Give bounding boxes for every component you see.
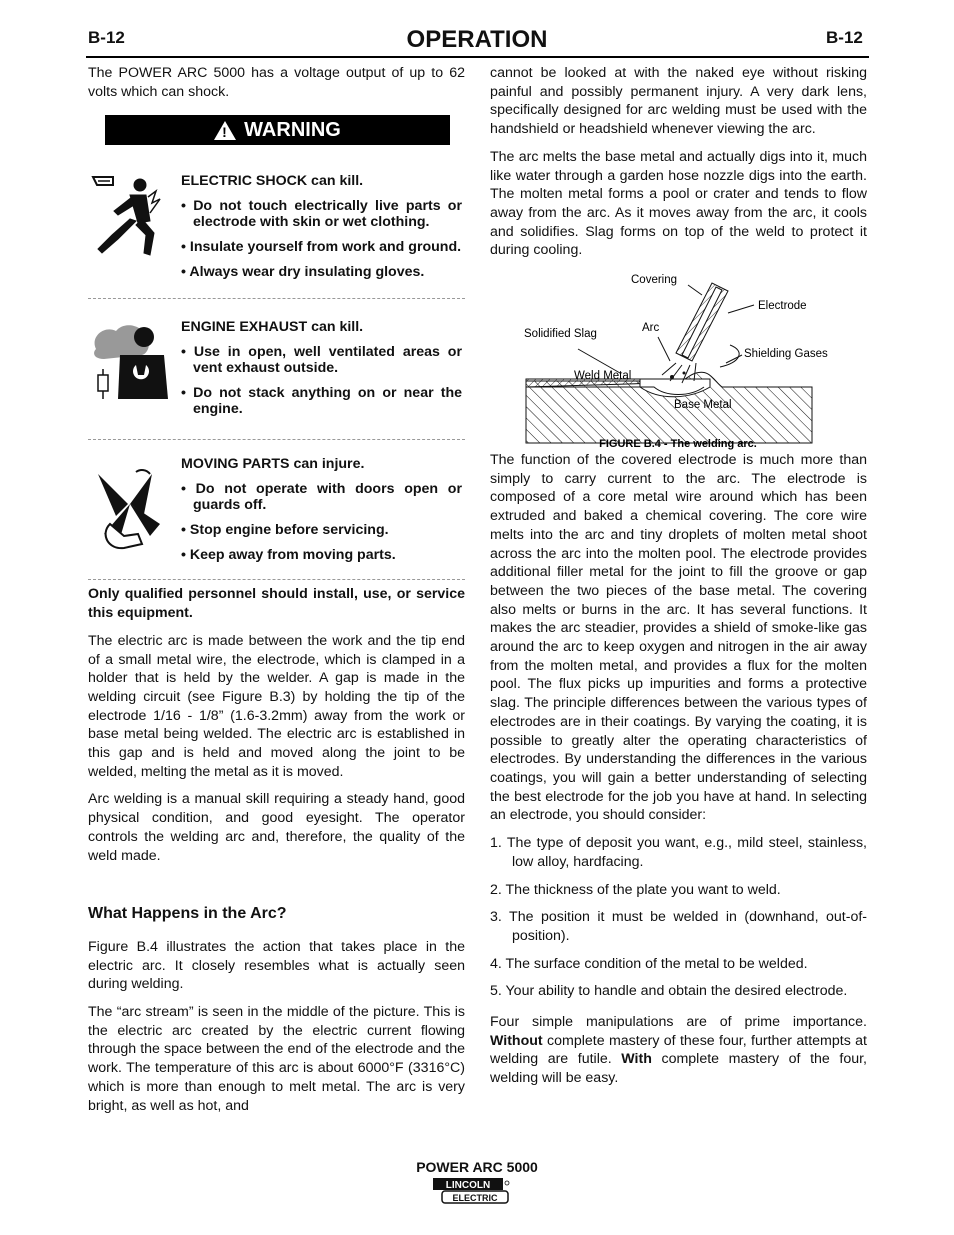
body-paragraph: Arc welding is a manual skill requiring a steady hand, good physical condition, and good eyesight. The operator controls the welding arc and, therefore, the quality of the weld made. [88, 791, 465, 864]
shielding-gases-label: Shielding Gases [744, 348, 828, 361]
body-paragraph: cannot be looked at with the naked eye without risking painful and possibly permanent injury. A very dark lens, specifically designed for arc welding must be used with the handshield or headshield whenever viewing the arc. [490, 65, 867, 138]
engine-exhaust-icon [90, 319, 176, 409]
body-paragraph: Figure B.4 illustrates the action that takes place in the electric arc. It closely resembles what is actually seen during welding. [88, 938, 465, 993]
body-paragraph: The function of the covered electrode is much more than simply to carry current to the arc. The electrode is composed of a core metal wire around which has been extruded and baked a chemical covering. The core wire melts into the arc and tiny droplets of molten metal shoot across the arc into the molten pool. The electrode provides additional filler metal for the joint to fill the groove or gap between the two pieces of the base metal. The covering also melts or burns in the arc. It has several functions. It makes the arc steadier, provides a shield of smoke-like gas around the arc to keep oxygen and nitrogen in the air away from the molten metal, and provides a flux for the molten pool. The flux picks up impurities and forms a protective slag. The principle differences between the various types of electrodes are in their coatings. By varying the coating, it is possible to greatly alter the operating characteristics of electrodes. By understanding the differences in the various coatings, you will gain a better understanding of selecting the best electrode for the job you have at hand. In selecting an electrode, you should consider: [490, 452, 867, 824]
closing-bold-without: Without [490, 1032, 543, 1049]
hazard-item: • Do not stack anything on or near the engine. [181, 385, 462, 418]
hazard-item: • Do not operate with doors open or guards off. [181, 481, 462, 514]
moving-parts-text [181, 456, 462, 572]
list-item: 4. The surface condition of the metal to be welded. [490, 955, 808, 972]
body-paragraph: The electric arc is made between the work and the tip end of a small metal wire, the electrode, which is clamped in a holder that is held by the welder. A gap is made in the welding circuit (see Figure B.3) by holding the tip of the electrode 1/16 - 1/8” (1.6-3.2mm) away from the work or base metal being welded. The electric arc is established in this gap and is held and moved along the joint to be welded, melting the metal as it is moved. [88, 632, 465, 780]
engine-exhaust-text [181, 319, 462, 426]
hazard-item: • Do not touch electrically live parts or electrode with skin or wet clothing. [181, 198, 462, 231]
svg-text:ELECTRIC: ELECTRIC [452, 1193, 498, 1203]
moving-parts-icon [90, 464, 176, 554]
electrode-label: Electrode [758, 300, 807, 313]
hazard-title: ENGINE EXHAUST can kill. [181, 319, 364, 336]
qualified-personnel-note: Only qualified personnel should install, use, or service this equipment. [88, 586, 465, 622]
electric-shock-icon [90, 173, 176, 263]
intro-paragraph: The POWER ARC 5000 has a voltage output of up to 62 volts which can shock. [88, 65, 465, 100]
section-heading: What Happens in the Arc? [88, 905, 287, 923]
warning-label: WARNING [244, 119, 341, 142]
left-column [88, 64, 465, 1124]
figure-caption: FIGURE B.4 - The welding arc. [599, 438, 757, 451]
welding-arc-diagram [490, 269, 867, 451]
warning-banner [105, 115, 450, 145]
list-item: 1. The type of deposit you want, e.g., mild steel, stainless, low alloy, hardfacing. [490, 835, 867, 870]
svg-text:LINCOLN: LINCOLN [445, 1180, 491, 1191]
header-rule [86, 56, 869, 58]
page-code-right: B-12 [826, 28, 863, 47]
footer-model-name: POWER ARC 5000 [416, 1159, 538, 1175]
hazard-electric-shock [88, 145, 465, 299]
page-code-left: B-12 [88, 28, 125, 47]
closing-text: complete mastery of the four, welding will be easy. [490, 1051, 867, 1087]
closing-paragraph [490, 1013, 867, 1088]
hazard-item: • Always wear dry insulating gloves. [181, 264, 425, 281]
considerations-list [490, 834, 867, 1001]
body-paragraph: The “arc stream” is seen in the middle of the picture. This is the electric arc created by the electric current flowing through the space between the end of the electrode and the work. The temperature of this arc is about 6000°F (3316°C) which is more than enough to melt metal. The arc is very bright, as well as hot, and [88, 1004, 465, 1114]
hazard-item: • Stop engine before servicing. [181, 522, 389, 539]
closing-bold-with: With [621, 1051, 652, 1068]
weld-metal-label: Weld Metal [574, 370, 632, 383]
right-column [490, 64, 867, 1097]
electric-shock-text [181, 173, 462, 289]
hazard-item: • Keep away from moving parts. [181, 547, 396, 564]
solidified-slag-label: Solidified Slag [524, 328, 597, 341]
base-metal-label: Base Metal [674, 399, 732, 412]
list-item: 3. The position it must be welded in (downhand, out-of-position). [490, 909, 867, 944]
closing-text: complete mastery of these four, further attempts at welding are futile. [490, 1032, 867, 1068]
closing-text: Four simple manipulations are of prime importance. [490, 1014, 867, 1031]
hazard-moving-parts [88, 440, 465, 580]
hazard-engine-exhaust [88, 299, 465, 440]
lincoln-electric-logo [432, 1177, 512, 1205]
list-item: 2. The thickness of the plate you want to weld. [490, 881, 781, 898]
hazard-item: • Use in open, well ventilated areas or vent exhaust outside. [181, 344, 462, 377]
body-paragraph: The arc melts the base metal and actually digs into it, much like water through a garden hose nozzle digs into the earth. The molten metal forms a pool or crater and tends to flow away from the arc. As it moves away from the arc, it cools and solidifies. Slag forms on top of the weld to protect it during cooling. [490, 148, 867, 259]
warning-triangle-icon [214, 121, 236, 140]
hazard-item: • Insulate yourself from work and ground. [181, 239, 462, 256]
list-item: 5. Your ability to handle and obtain the desired electrode. [490, 983, 848, 1000]
covering-label: Covering [631, 274, 678, 287]
hazard-title: MOVING PARTS can injure. [181, 456, 365, 473]
arc-label: Arc [642, 322, 660, 335]
hazard-title: ELECTRIC SHOCK can kill. [181, 173, 364, 190]
welding-arc-figure [490, 269, 867, 451]
page-title: OPERATION [406, 26, 548, 53]
